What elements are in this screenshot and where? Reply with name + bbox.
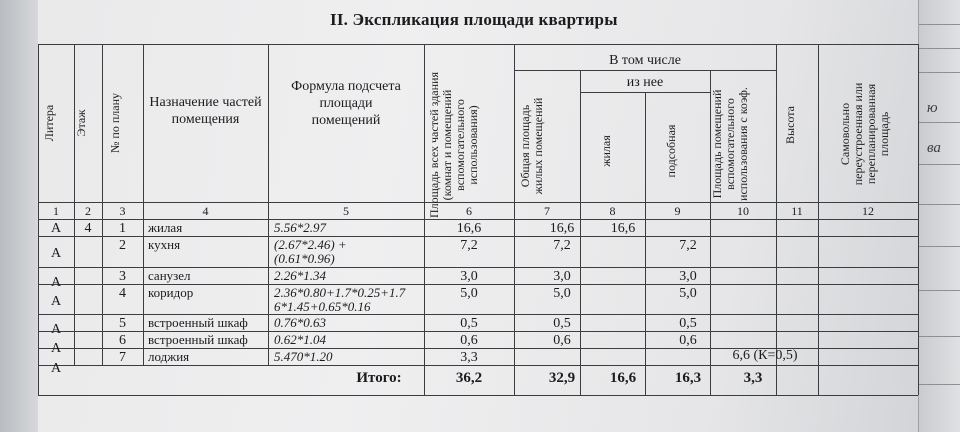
cell-litera: А — [50, 294, 62, 309]
cell-podsobnaya: 3,0 — [679, 269, 697, 284]
cell-name: жилая — [148, 220, 183, 235]
itogo-vspom: 3,3 — [743, 370, 763, 386]
cell-no: 4 — [119, 286, 126, 301]
cell-name: встроенный шкаф — [148, 315, 248, 330]
col-number: 4 — [202, 204, 209, 218]
col-number: 10 — [737, 204, 749, 218]
cell-litera: А — [50, 246, 62, 261]
header-etazh: Этаж — [74, 109, 88, 137]
cell-litera: А — [50, 361, 62, 376]
cell-litera: А — [50, 275, 62, 290]
itogo-podsobnaya: 16,3 — [674, 370, 702, 386]
col-number: 8 — [609, 204, 616, 218]
adjacent-sheet — [918, 0, 960, 432]
cell-formula: 2.36*0.80+1.7*0.25+1.7 — [274, 285, 406, 300]
header-litera: Литера — [42, 104, 56, 142]
cell-obshaya: 7,2 — [553, 238, 571, 253]
header-obshaya: Общая площадь жилых помещений — [518, 97, 545, 195]
cell-podsobnaya: 0,5 — [679, 316, 697, 331]
col-number: 11 — [791, 204, 803, 218]
cell-formula-2: (0.61*0.96) — [274, 251, 335, 266]
itogo-zhilaya: 16,6 — [609, 370, 637, 386]
cell-total: 3,3 — [460, 350, 478, 365]
header-podsobnaya: подсобная — [664, 124, 678, 178]
header-zhilaya: жилая — [599, 135, 613, 167]
cell-podsobnaya: 5,0 — [679, 286, 697, 301]
header-vspom: Площадь помещений вспомогательного использования с коэф. — [710, 87, 750, 201]
col-number: 6 — [466, 204, 472, 218]
itogo-total: 36,2 — [455, 370, 483, 386]
cell-litera: А — [50, 221, 62, 236]
col-number: 5 — [343, 204, 349, 218]
cell-podsobnaya: 7,2 — [679, 238, 697, 253]
itogo-label: Итого: — [356, 370, 402, 386]
cell-no: 3 — [119, 269, 126, 284]
cell-formula-2: 6*1.45+0.65*0.16 — [274, 299, 371, 314]
cell-name: лоджия — [148, 349, 190, 364]
left-page-edge — [0, 0, 38, 432]
cell-obshaya: 16,6 — [549, 221, 575, 236]
cell-etazh: 4 — [84, 221, 92, 236]
col-number: 12 — [862, 204, 874, 218]
header-iz-nee: из нее — [626, 75, 664, 90]
cell-formula: 0.76*0.63 — [274, 315, 326, 330]
cell-total: 5,0 — [460, 286, 478, 301]
cell-obshaya: 3,0 — [553, 269, 571, 284]
col-number: 3 — [119, 204, 126, 218]
cell-no: 1 — [119, 221, 126, 236]
cell-formula: 5.56*2.97 — [274, 220, 326, 235]
side-fragment-2: ва — [927, 140, 941, 156]
col-number: 7 — [544, 204, 550, 218]
col-number: 9 — [674, 204, 681, 218]
header-vysota: Высота — [783, 106, 797, 144]
cell-litera: А — [50, 322, 62, 337]
cell-formula: 0.62*1.04 — [274, 332, 326, 347]
cell-formula: (2.67*2.46) + — [274, 237, 347, 252]
cell-total: 16,6 — [456, 221, 482, 236]
header-formula: Формула подсчета площади помещений — [291, 79, 401, 128]
cell-name: кухня — [148, 237, 181, 252]
cell-name: коридор — [148, 285, 194, 300]
header-ploshad-vseh: Площадь всех частей здания (комнат и помещений вспомогательного использования) — [427, 71, 480, 219]
header-no-po-planu: № по плану — [108, 92, 122, 154]
cell-obshaya: 0,5 — [553, 316, 571, 331]
header-naznachenie: Назначение частей помещения — [149, 95, 262, 127]
cell-no: 7 — [119, 350, 126, 365]
cell-litera: А — [50, 341, 62, 356]
header-samovolno: Самовольно переустроенная или перепланированная площадь — [838, 82, 891, 186]
cell-total: 3,0 — [460, 269, 478, 284]
cell-vspom: 6,6 (К=0,5) — [732, 348, 798, 363]
document-title: II. Экспликация площади квартиры — [330, 10, 618, 29]
cell-no: 5 — [119, 316, 126, 331]
cell-obshaya: 5,0 — [553, 286, 571, 301]
cell-formula: 5.470*1.20 — [274, 349, 333, 364]
cell-formula: 2.26*1.34 — [274, 268, 326, 283]
cell-zhilaya: 16,6 — [610, 221, 636, 236]
cell-no: 6 — [119, 333, 126, 348]
cell-name: санузел — [148, 268, 191, 283]
col-number: 1 — [53, 204, 59, 218]
cell-podsobnaya: 0,6 — [679, 333, 697, 348]
cell-no: 2 — [119, 238, 126, 253]
side-fragment-1: ю — [927, 100, 938, 116]
header-v-tom-chisle: В том числе — [609, 53, 681, 68]
cell-total: 0,6 — [460, 333, 478, 348]
cell-name: встроенный шкаф — [148, 332, 248, 347]
cell-total: 0,5 — [460, 316, 478, 331]
itogo-obshaya: 32,9 — [548, 370, 576, 386]
cell-obshaya: 0,6 — [553, 333, 571, 348]
cell-total: 7,2 — [460, 238, 478, 253]
col-number: 2 — [85, 204, 91, 218]
